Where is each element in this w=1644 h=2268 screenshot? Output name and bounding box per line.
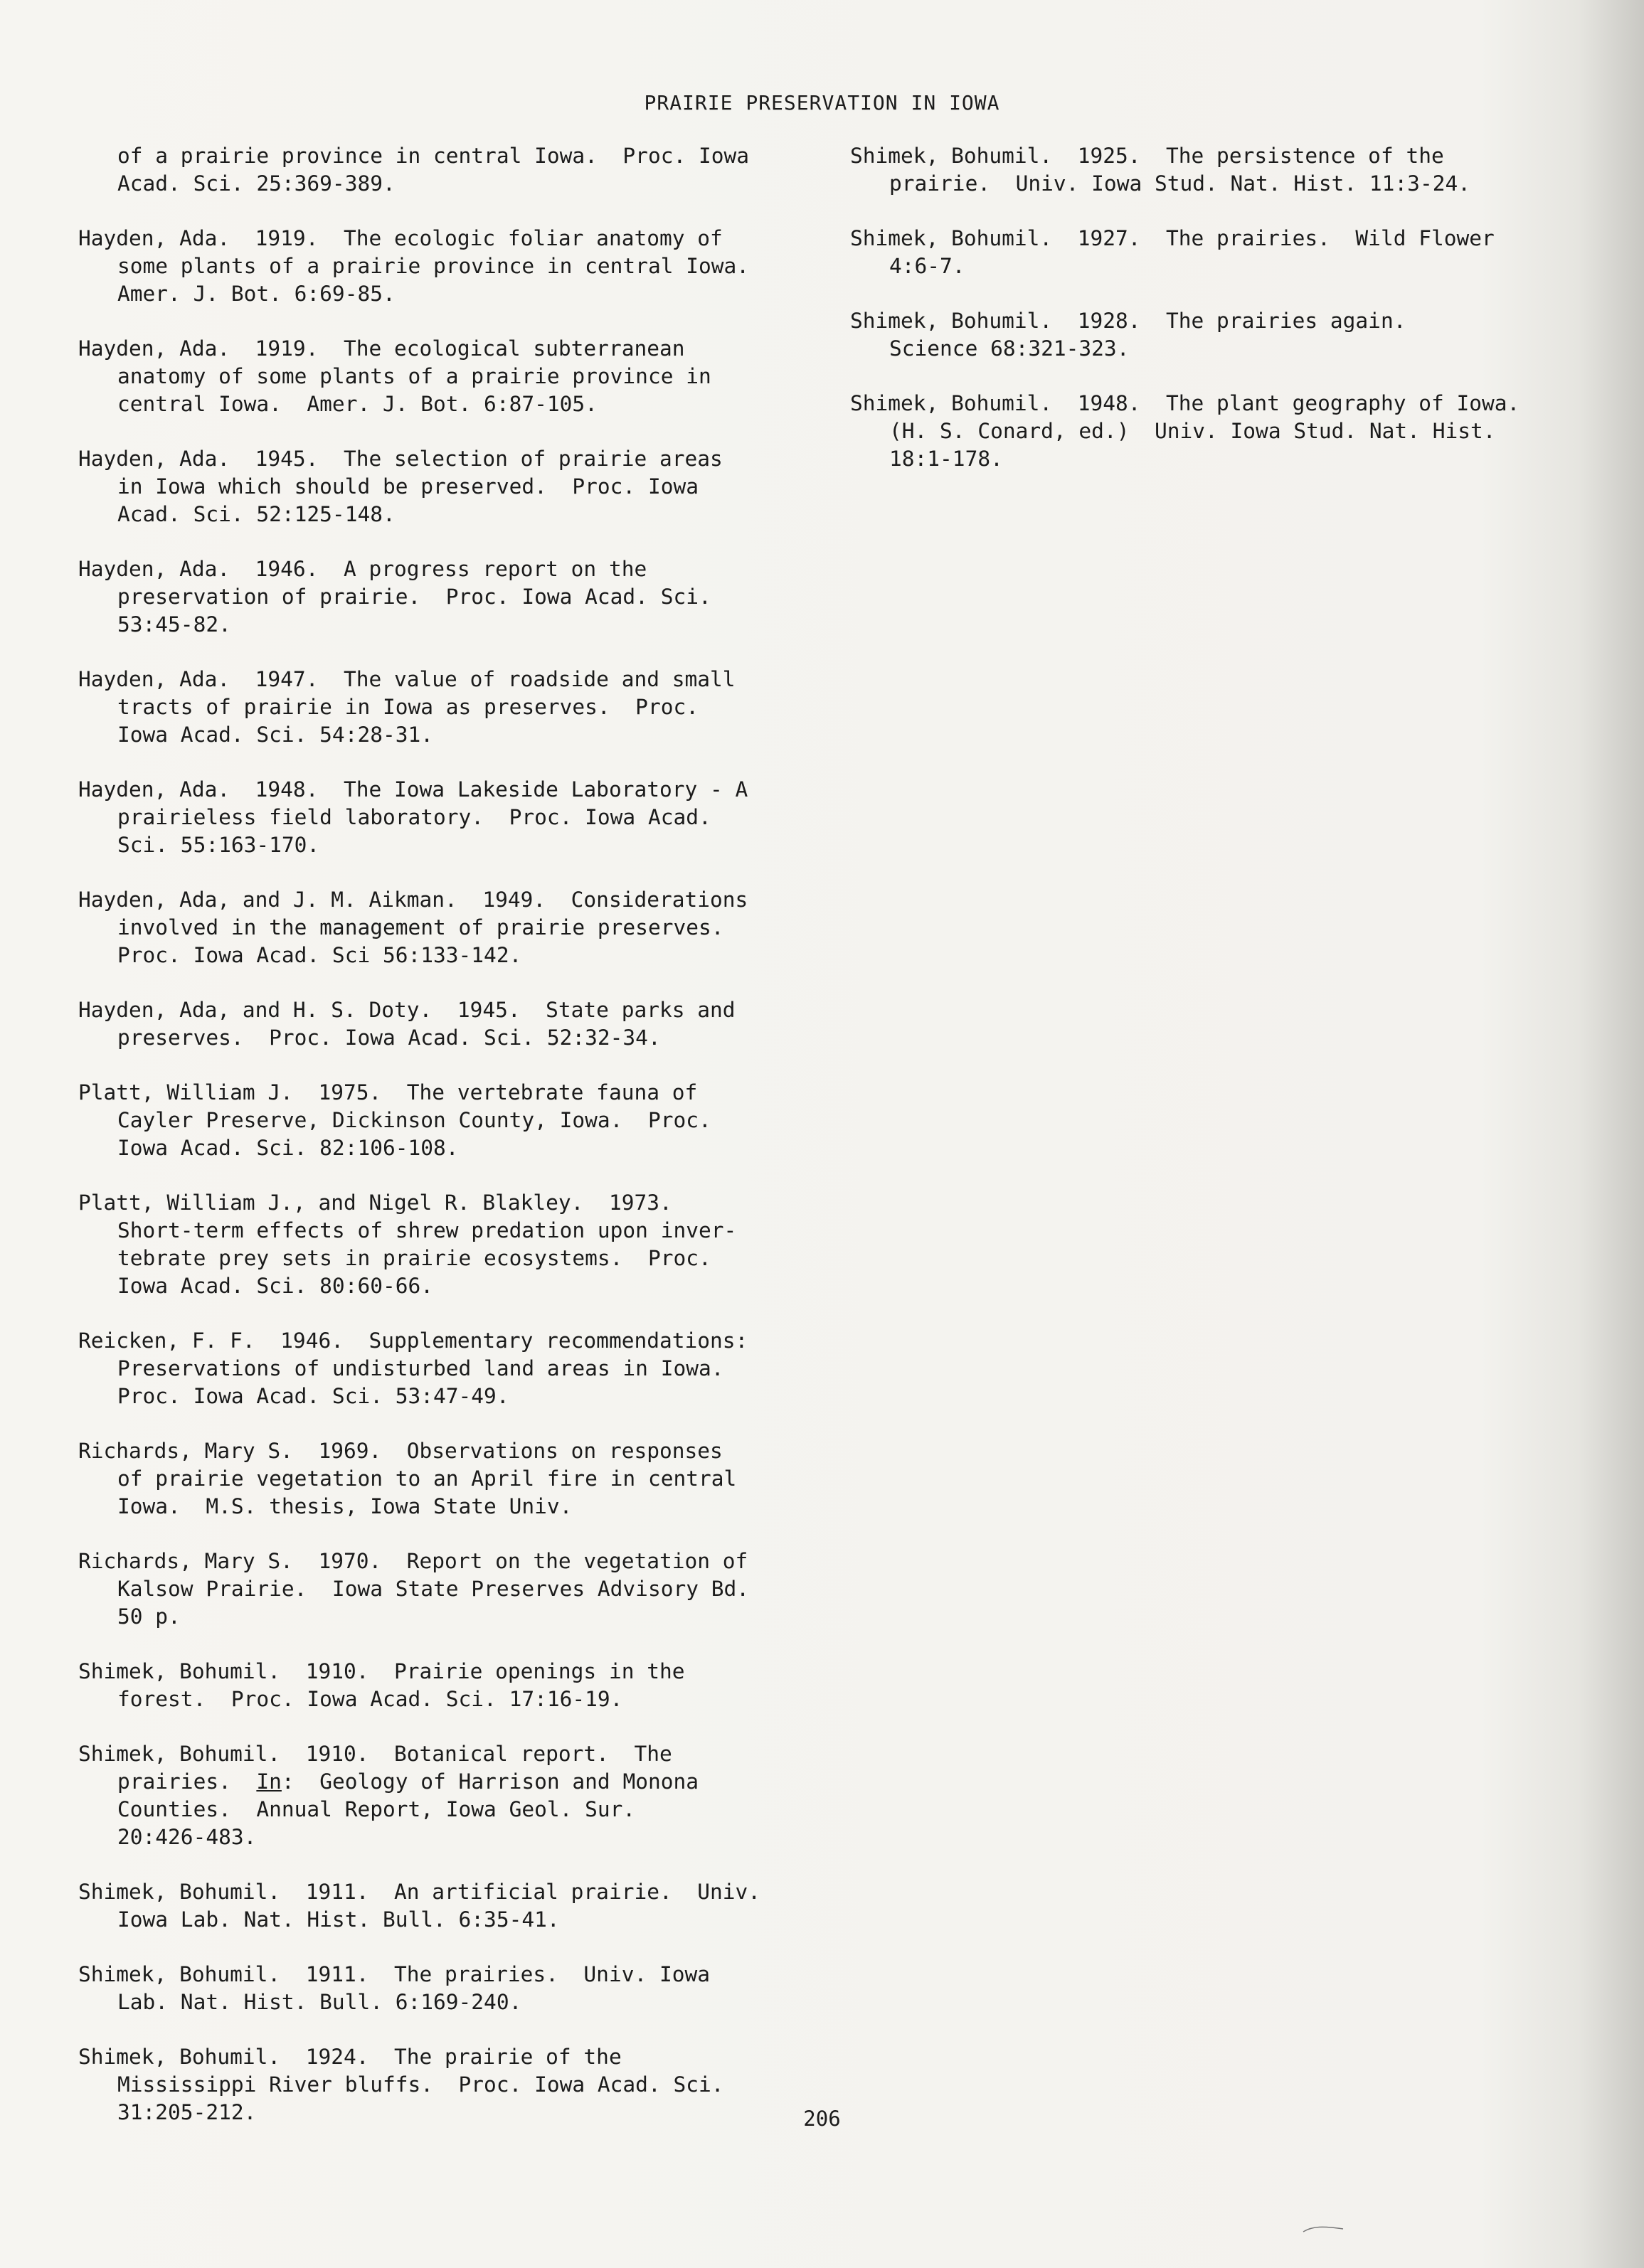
reference-text: Shimek, Bohumil. 1910. Botanical report. The prairies. <box>78 1742 672 1794</box>
page-number: 206 <box>803 2107 841 2131</box>
reference-entry: Shimek, Bohumil. 1928. The prairies again. Science 68:321-323. <box>850 309 1406 361</box>
reference-entry: Hayden, Ada. 1948. The Iowa Lakeside Laboratory - A prairieless field laboratory. Proc. Iowa Acad. Sci. 55:163-170. <box>78 777 748 857</box>
reference-entry: Shimek, Bohumil. 1925. The persistence of the prairie. Univ. Iowa Stud. Nat. Hist. 11:3-24. <box>850 144 1470 196</box>
reference-entry: Shimek, Bohumil. 1924. The prairie of the Mississippi River bluffs. Proc. Iowa Acad. Sci. 31:205-212. <box>78 2045 724 2124</box>
reference-entry-botanical-report <box>78 1740 832 1851</box>
reference-entry: Shimek, Bohumil. 1910. Prairie openings in the forest. Proc. Iowa Acad. Sci. 17:16-19. <box>78 1659 685 1711</box>
reference-entry: Platt, William J., and Nigel R. Blakley. 1973. Short-term effects of shrew predation upon inver- tebrate prey sets in prairie ecosystems. Proc. Iowa Acad. Sci. 80:60-66. <box>78 1191 737 1298</box>
reference-continuation: of a prairie province in central Iowa. Proc. Iowa Acad. Sci. 25:369-389. <box>117 144 750 196</box>
right-column <box>850 142 1569 500</box>
running-head: PRAIRIE PRESERVATION IN IOWA <box>644 91 1000 115</box>
reference-entry: Richards, Mary S. 1970. Report on the vegetation of Kalsow Prairie. Iowa State Preserves Advisory Bd. 50 p. <box>78 1549 750 1629</box>
reference-entry: Hayden, Ada, and H. S. Doty. 1945. State parks and preserves. Proc. Iowa Acad. Sci. 52:32-34. <box>78 998 736 1050</box>
reference-entry: Hayden, Ada. 1946. A progress report on the preservation of prairie. Proc. Iowa Acad. Sci. 53:45-82. <box>78 557 711 637</box>
reference-entry: Shimek, Bohumil. 1927. The prairies. Wild Flower 4:6-7. <box>850 226 1495 278</box>
reference-entry: Hayden, Ada. 1919. The ecological subterranean anatomy of some plants of a prairie province in central Iowa. Amer. J. Bot. 6:87-105. <box>78 336 711 416</box>
reference-entry: Hayden, Ada, and J. M. Aikman. 1949. Considerations involved in the management of prairie preserves. Proc. Iowa Acad. Sci 56:133-142. <box>78 888 748 967</box>
underlined-in: In <box>256 1769 282 1794</box>
reference-entry: Shimek, Bohumil. 1911. The prairies. Univ. Iowa Lab. Nat. Hist. Bull. 6:169-240. <box>78 1962 711 2014</box>
reference-entry: Reicken, F. F. 1946. Supplementary recommendations: Preservations of undisturbed land areas in Iowa. Proc. Iowa Acad. Sci. 53:47-49. <box>78 1329 748 1408</box>
reference-entry: Shimek, Bohumil. 1948. The plant geography of Iowa. (H. S. Conard, ed.) Univ. Iowa Stud. Nat. Hist. 18:1-178. <box>850 391 1520 471</box>
pencil-mark <box>1302 2225 1345 2235</box>
reference-entry: Hayden, Ada. 1919. The ecologic foliar anatomy of some plants of a prairie province in central Iowa. Amer. J. Bot. 6:69-85. <box>78 226 750 306</box>
reference-entry: Hayden, Ada. 1947. The value of roadside and small tracts of prairie in Iowa as preserves. Proc. Iowa Acad. Sci. 54:28-31. <box>78 667 736 747</box>
left-column <box>78 142 832 2153</box>
reference-text: : Geology of Harrison and Monona Counties. Annual Report, Iowa Geol. Sur. 20:426-483. <box>117 1769 699 1849</box>
reference-entry: Shimek, Bohumil. 1911. An artificial prairie. Univ. Iowa Lab. Nat. Hist. Bull. 6:35-41. <box>78 1880 761 1932</box>
reference-entry: Platt, William J. 1975. The vertebrate fauna of Cayler Preserve, Dickinson County, Iowa. Proc. Iowa Acad. Sci. 82:106-108. <box>78 1080 711 1160</box>
reference-entry: Richards, Mary S. 1969. Observations on responses of prairie vegetation to an April fire in central Iowa. M.S. thesis, Iowa State Univ. <box>78 1439 737 1518</box>
reference-entry: Hayden, Ada. 1945. The selection of prairie areas in Iowa which should be preserved. Proc. Iowa Acad. Sci. 52:125-148. <box>78 447 723 526</box>
